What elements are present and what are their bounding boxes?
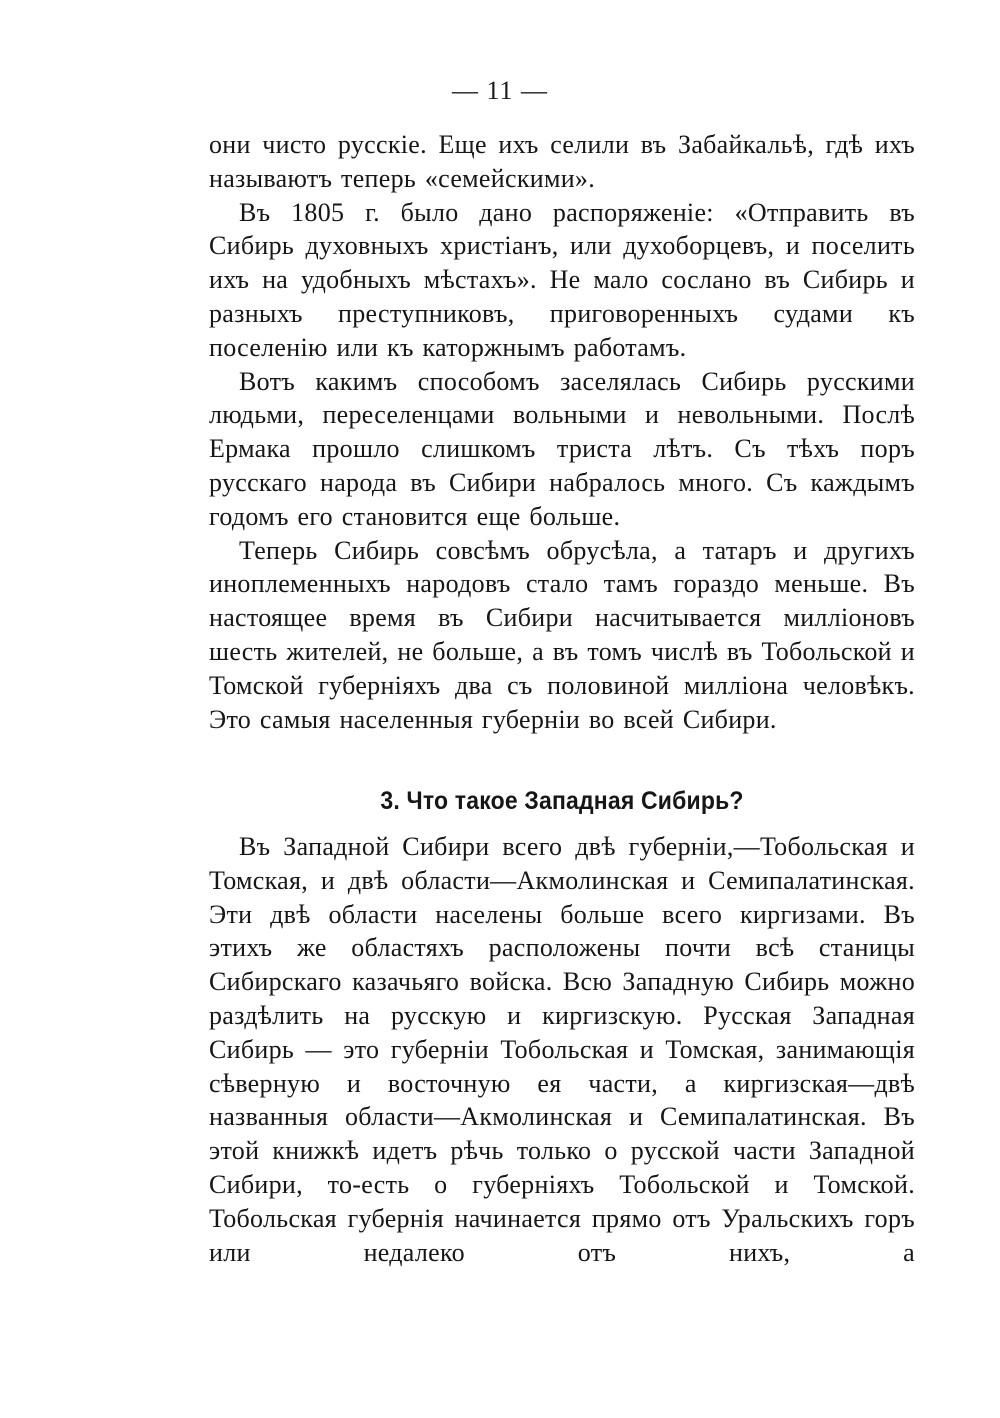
page-number: — 11 — <box>451 76 549 105</box>
paragraph-continued: они чисто русскіе. Еще ихъ селили въ Забайкальѣ, гдѣ ихъ называютъ теперь «семейскими». <box>209 130 915 193</box>
text-block-top <box>209 128 915 736</box>
paragraph: Теперь Сибирь совсѣмъ обрусѣла, а татаръ и другихъ иноплеменныхъ народовъ стало тамъ гораздо меньше. Въ настоящее время въ Сибири насчитывается милліоновъ шесть жителей, не больше, а въ томъ числѣ въ Тобольской и Томской губерніяхъ два съ половиной милліона человѣкъ. Это самыя населенныя губерніи во всей Сибири. <box>209 535 915 734</box>
paragraph: Въ Западной Сибири всего двѣ губерніи,—Тобольская и Томская, и двѣ области—Акмолинская и Семипалатинская. Эти двѣ области населены больше всего киргизами. Въ этихъ же областяхъ расположены почти всѣ станицы Сибирскаго казачьяго войска. Всю Западную Сибирь можно раздѣлить на русскую и киргизскую. Русская Западная Сибирь — это губерніи Тобольская и Томская, занимающія сѣверную и восточную ея части, а киргизская—двѣ названныя области—Акмолинская и Семипалатинская. Въ этой книжкѣ идетъ рѣчь только о русской части Западной Сибири, то-есть о губерніяхъ Тобольской и Томской. Тобольская губернія начинается прямо отъ Уральскихъ горъ или недалеко отъ нихъ, а <box>209 832 915 1267</box>
text-block-bottom <box>209 830 915 1269</box>
section-heading: 3. Что такое Западная Сибирь? <box>380 787 744 815</box>
paragraph: Вотъ какимъ способомъ заселялась Сибирь русскими людьми, переселенцами вольными и невольными. Послѣ Ермака прошло слишкомъ триста лѣтъ. Съ тѣхъ поръ русскаго народа въ Сибири набралось много. Съ каждымъ годомъ его становится еще больше. <box>209 366 915 531</box>
paragraph: Въ 1805 г. было дано распоряженіе: «Отправить въ Сибирь духовныхъ христіанъ, или духоборцевъ, и поселить ихъ на удобныхъ мѣстахъ». Не мало сослано въ Сибирь и разныхъ преступниковъ, приговоренныхъ судами къ поселенію или къ каторжнымъ работамъ. <box>209 197 915 362</box>
